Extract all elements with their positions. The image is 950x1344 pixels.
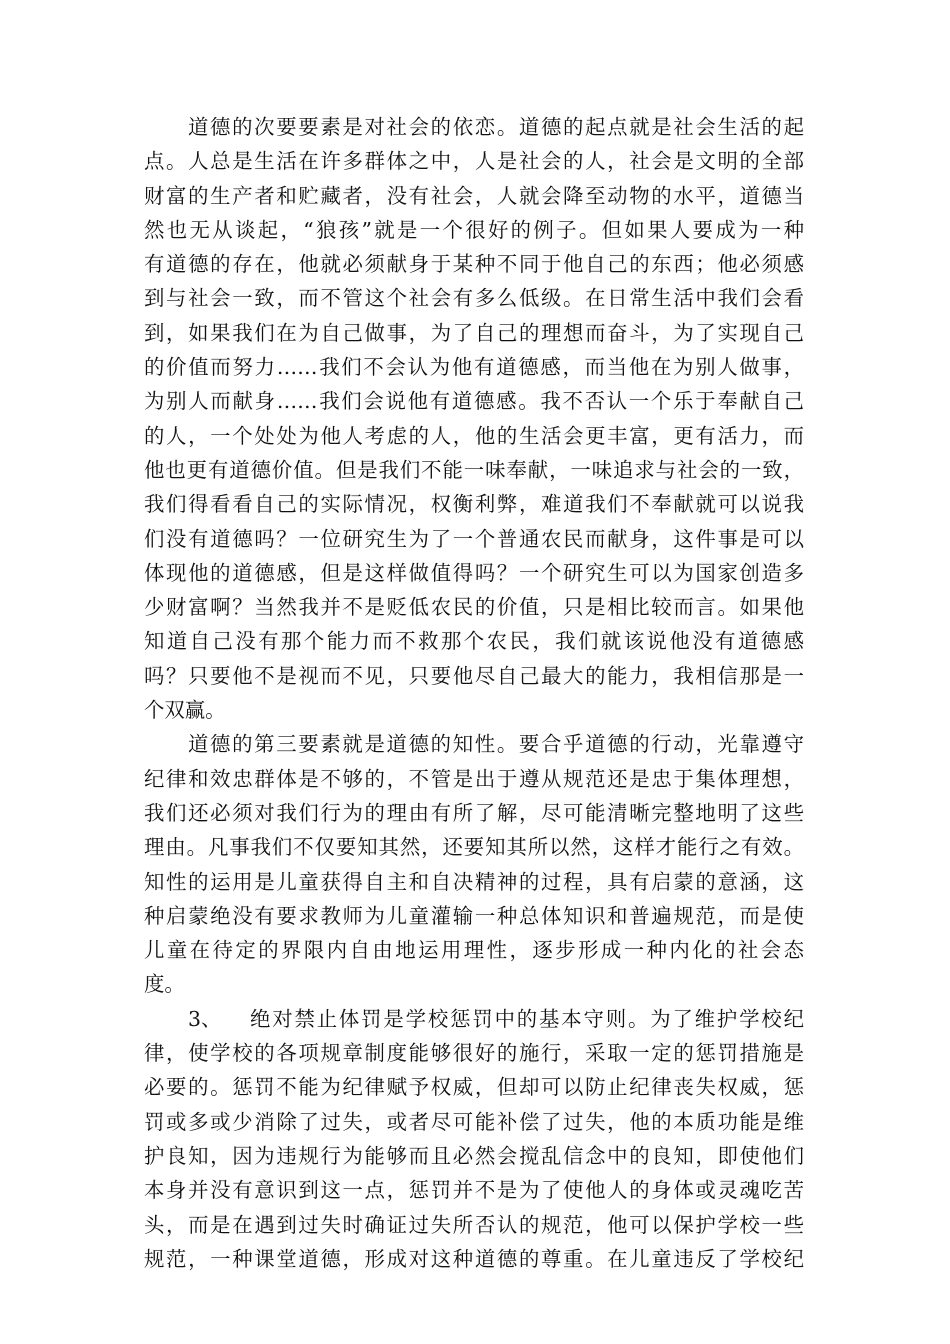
text-line: 我们还必须对我们行为的理由有所了解，尽可能清晰完整地明了这些 — [144, 800, 804, 825]
text-line: 我们得看看自己的实际情况，权衡利弊，难道我们不奉献就可以说我 — [144, 492, 804, 517]
text-line: 必要的。惩罚不能为纪律赋予权威，但却可以防止纪律丧失权威，惩 — [144, 1075, 804, 1100]
text-line: 儿童在待定的界限内自由地运用理性，逐步形成一种内化的社会态 — [144, 938, 804, 963]
text-line: 有道德的存在，他就必须献身于某种不同于他自己的东西；他必须感 — [144, 252, 804, 277]
text-line: 纪律和效忠群体是不够的，不管是出于遵从规范还是忠于集体理想， — [144, 766, 804, 791]
text-line: 知道自己没有那个能力而不救那个农民，我们就该说他没有道德感 — [144, 629, 804, 654]
text-line: 的价值而努力……我们不会认为他有道德感，而当他在为别人做事， — [144, 355, 804, 380]
text-line: 护良知，因为违规行为能够而且必然会搅乱信念中的良知，即使他们 — [144, 1143, 804, 1168]
paragraph-moral-intellect — [144, 727, 804, 1001]
text-line: 规范，一种课堂道德，形成对这种道德的尊重。在儿童违反了学校纪 — [144, 1246, 804, 1271]
text-line: 体现他的道德感，但是这样做值得吗？一个研究生可以为国家创造多 — [144, 560, 804, 585]
text-line: 头，而是在遇到过失时确证过失所否认的规范，他可以保护学校一些 — [144, 1212, 804, 1237]
paragraph-attachment-to-society — [144, 110, 804, 727]
text-line: 律，使学校的各项规章制度能够很好的施行，采取一定的惩罚措施是 — [144, 1041, 804, 1066]
text-line: 度。 — [144, 972, 185, 997]
text-line: 他也更有道德价值。但是我们不能一味奉献，一味追求与社会的一致， — [144, 457, 804, 482]
text-line: 罚或多或少消除了过失，或者尽可能补偿了过失，他的本质功能是维 — [144, 1109, 804, 1134]
document-page — [144, 110, 804, 1276]
text-line: 财富的生产者和贮藏者，没有社会，人就会降至动物的水平，道德当 — [144, 183, 804, 208]
text-line: 道德的次要要素是对社会的依恋。道德的起点就是社会生活的起 — [188, 115, 804, 139]
text-line: 绝对禁止体罚是学校惩罚中的基本守则。为了维护学校纪 — [250, 1006, 804, 1031]
text-line: 然也无从谈起，“狼孩”就是一个很好的例子。但如果人要成为一种 — [144, 217, 804, 242]
text-line: 为别人而献身……我们会说他有道德感。我不否认一个乐于奉献自己 — [144, 389, 804, 414]
text-line: 道德的第三要素就是道德的知性。要合乎道德的行动，光靠遵守 — [188, 732, 804, 757]
text-line: 吗？只要他不是视而不见，只要他尽自己最大的能力，我相信那是一 — [144, 663, 804, 688]
text-line: 到，如果我们在为自己做事，为了自己的理想而奋斗，为了实现自己 — [144, 320, 804, 345]
text-line: 点。人总是生活在许多群体之中，人是社会的人，社会是文明的全部 — [144, 149, 804, 174]
text-line: 到与社会一致，而不管这个社会有多么低级。在日常生活中我们会看 — [144, 286, 804, 311]
text-line: 本身并没有意识到这一点，惩罚并不是为了使他人的身体或灵魂吃苦 — [144, 1178, 804, 1203]
text-line: 种启蒙绝没有要求教师为儿童灌输一种总体知识和普遍规范，而是使 — [144, 903, 804, 928]
paragraph-punishment — [144, 1002, 804, 1276]
item-number: 3、 — [188, 1006, 222, 1031]
text-line: 们没有道德吗？一位研究生为了一个普通农民而献身，这件事是可以 — [144, 526, 804, 551]
text-line: 少财富啊？当然我并不是贬低农民的价值，只是相比较而言。如果他 — [144, 595, 804, 620]
text-line: 知性的运用是儿童获得自主和自决精神的过程，具有启蒙的意涵，这 — [144, 869, 804, 894]
numbered-line — [144, 1002, 804, 1036]
text-line: 个双赢。 — [144, 698, 226, 723]
text-line: 的人，一个处处为他人考虑的人，他的生活会更丰富，更有活力，而 — [144, 423, 804, 448]
text-line: 理由。凡事我们不仅要知其然，还要知其所以然，这样才能行之有效。 — [144, 835, 804, 860]
